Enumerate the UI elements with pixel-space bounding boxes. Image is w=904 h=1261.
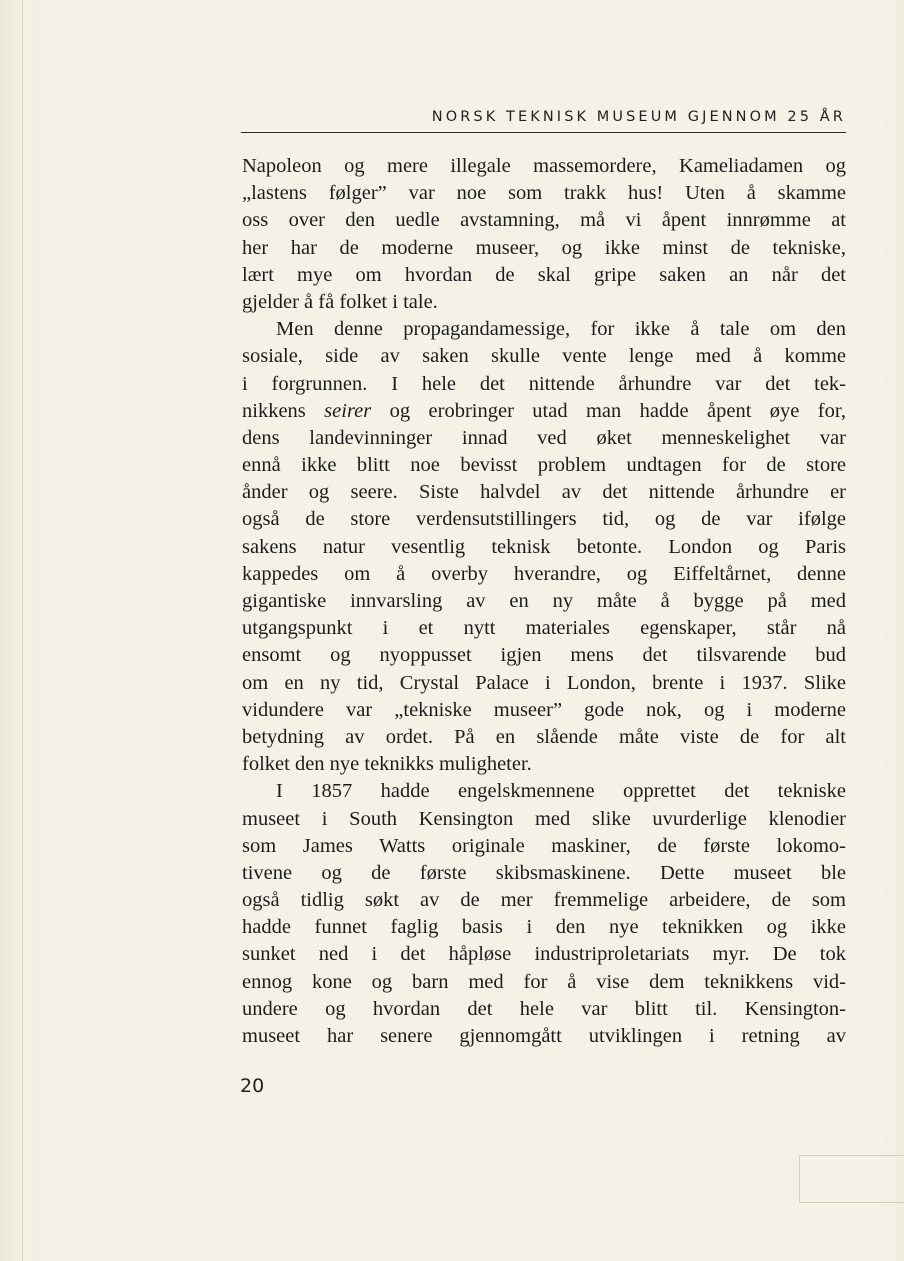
- text-line: ennå ikke blitt noe bevisst problem undtagen for de store: [242, 454, 846, 477]
- text-line: oss over den uedle avstamning, må vi åpent innrømme at: [242, 209, 846, 232]
- page-gutter-shadow: [22, 0, 23, 1261]
- line-remainder: og erobringer utad man hadde åpent øye for,: [389, 399, 846, 422]
- paragraph-start-line: Men denne propagandamessige, for ikke å tale om den: [276, 318, 846, 341]
- text-line: om en ny tid, Crystal Palace i London, brente i 1937. Slike: [242, 671, 846, 694]
- body-text: [242, 153, 846, 1050]
- header-rule: [241, 132, 846, 133]
- text-line: museet har senere gjennomgått utviklingen i retning av: [242, 1025, 846, 1047]
- text-line: lært mye om hvordan de skal gripe saken an når det: [242, 263, 846, 286]
- text-line: folket den nye teknikks muligheter.: [242, 753, 532, 776]
- text-line: sakens natur vesentlig teknisk betonte. London og Paris: [242, 535, 846, 558]
- text-line: sosiale, side av saken skulle vente lenge med å komme: [242, 345, 846, 368]
- paragraph-start-line: I 1857 hadde engelskmennene opprettet det tekniske: [276, 780, 846, 803]
- text-line: gigantiske innvarsling av en ny måte å bygge på med: [242, 590, 846, 612]
- text-line: ånder og seere. Siste halvdel av det nittende århundre er: [242, 481, 846, 504]
- text-line: Napoleon og mere illegale massemordere, Kameliadamen og: [242, 155, 846, 177]
- italic-word: seirer: [324, 399, 372, 422]
- running-header: NORSK TEKNISK MUSEUM GJENNOM 25 ÅR: [431, 109, 846, 125]
- text-line: betydning av ordet. På en slående måte viste de for alt: [242, 725, 846, 748]
- text-line: sunket ned i det håpløse industriproletariats myr. De tok: [242, 943, 846, 966]
- page-number: 20: [240, 1075, 265, 1097]
- text-line: dens landevinninger innad ved øket menneskelighet var: [242, 426, 846, 449]
- text-line: ennog kone og barn med for å vise dem teknikkens vid-: [242, 970, 846, 993]
- text-line: også de store verdensutstillingers tid, og de var ifølge: [242, 508, 846, 531]
- text-line: hadde funnet faglig basis i den nye teknikken og ikke: [242, 916, 846, 939]
- text-line-with-italic: [242, 398, 846, 425]
- text-line: tivene og de første skibsmaskinene. Dette museet ble: [242, 861, 846, 884]
- text-line: i forgrunnen. I hele det nittende århundre var det tek-: [242, 372, 846, 395]
- text-line: kappedes om å overby hverandre, og Eiffeltårnet, denne: [242, 562, 846, 585]
- scan-corner-mark: [799, 1155, 904, 1203]
- text-line: vidundere var „tekniske museer” gode nok, og i moderne: [242, 698, 846, 721]
- text-line: undere og hvordan det hele var blitt til. Kensington-: [242, 997, 846, 1020]
- text-line: her har de moderne museer, og ikke minst de tekniske,: [242, 236, 846, 259]
- text-line: „lastens følger” var noe som trakk hus! Uten å skamme: [242, 182, 846, 205]
- text-line: museet i South Kensington med slike uvurderlige klenodier: [242, 807, 846, 830]
- line-prefix: nikkens: [242, 399, 306, 422]
- text-line: også tidlig søkt av de mer fremmelige arbeidere, de som: [242, 889, 846, 912]
- text-line: ensomt og nyoppusset igjen mens det tilsvarende bud: [242, 644, 846, 667]
- text-line: som James Watts originale maskiner, de første lokomo-: [242, 834, 846, 857]
- text-line: utgangspunkt i et nytt materiales egenskaper, står nå: [242, 617, 846, 640]
- text-line: gjelder å få folket i tale.: [242, 290, 438, 313]
